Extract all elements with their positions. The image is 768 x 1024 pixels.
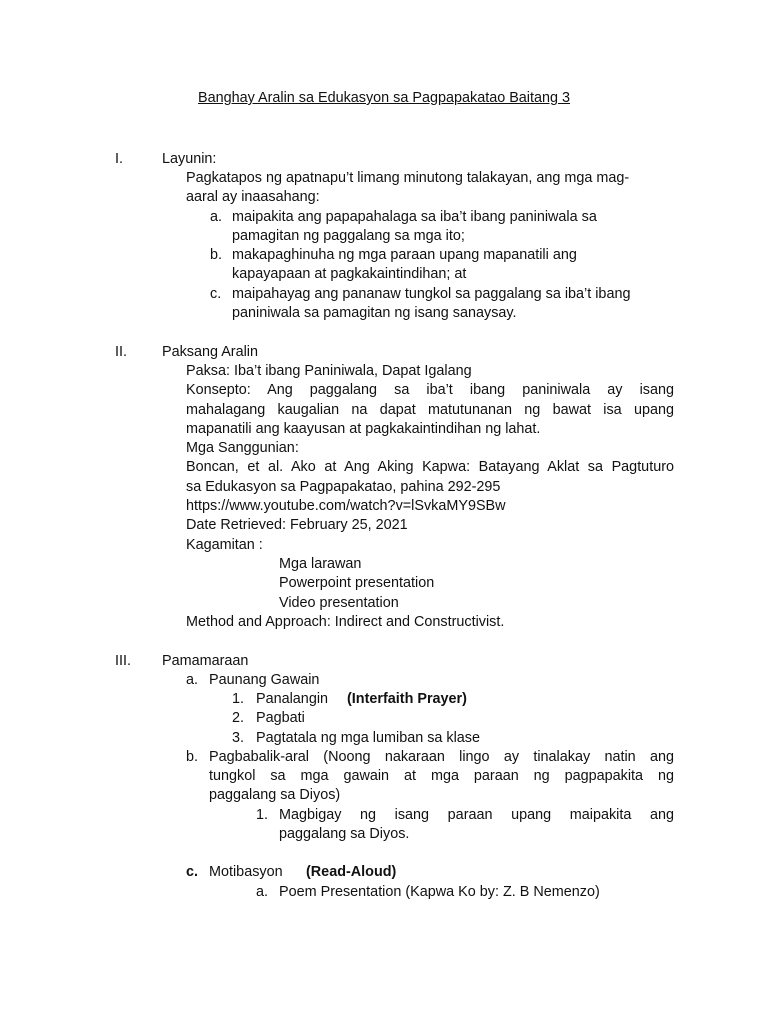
section-numeral: I.: [115, 151, 123, 167]
list-item: paniniwala sa pamagitan ng isang sanaysay.: [232, 305, 517, 321]
paksa-text: Paksa: Iba’t ibang Paniniwala, Dapat Igalang: [186, 363, 472, 379]
konsepto-text: mahalagang kaugalian na dapat matutunanan ng bawat isa upang: [186, 402, 674, 418]
reference-text: sa Edukasyon sa Pagpapakatao, pahina 292-295: [186, 479, 501, 495]
pagbabalik-aral-text: paggalang sa Diyos): [209, 787, 341, 803]
list-item: Poem Presentation (Kapwa Ko by: Z. B Nemenzo): [279, 884, 600, 900]
list-item: Pagbati: [256, 710, 305, 726]
list-marker: 2.: [232, 710, 245, 726]
section-heading: Pamamaraan: [162, 653, 249, 669]
reference-text: Boncan, et al. Ako at Ang Aking Kapwa: Batayang Aklat sa Pagtuturo: [186, 459, 674, 475]
intro-text: aaral ay inaasahang:: [186, 189, 320, 205]
subsection-label: Paunang Gawain: [209, 672, 320, 688]
list-marker: 1.: [256, 807, 269, 823]
reference-url[interactable]: https://www.youtube.com/watch?v=lSvkaMY9SBw: [186, 498, 506, 514]
sanggunian-label: Mga Sanggunian:: [186, 440, 299, 456]
list-item: paggalang sa Diyos.: [279, 826, 410, 842]
date-retrieved: Date Retrieved: February 25, 2021: [186, 517, 408, 533]
method-text: Method and Approach: Indirect and Constructivist.: [186, 614, 505, 630]
list-item: maipahayag ang pananaw tungkol sa paggalang sa iba’t ibang: [232, 286, 631, 302]
list-item: maipakita ang papapahalaga sa iba’t ibang paniniwala sa: [232, 209, 597, 225]
list-marker: 1.: [232, 691, 245, 707]
konsepto-text: mapanatili ang kaayusan at pagkakaintindihan ng lahat.: [186, 421, 541, 437]
list-marker: a.: [210, 209, 223, 225]
list-item: Magbigay ng isang paraan upang maipakita ang: [279, 807, 674, 823]
section-numeral: II.: [115, 344, 127, 360]
list-item: makapaghinuha ng mga paraan upang mapanatili ang: [232, 247, 577, 263]
section-heading: Layunin:: [162, 151, 217, 167]
kagamitan-item: Video presentation: [279, 595, 399, 611]
list-item: pamagitan ng paggalang sa mga ito;: [232, 228, 465, 244]
section-heading: Paksang Aralin: [162, 344, 258, 360]
list-item: Pagtatala ng mga lumiban sa klase: [256, 730, 480, 746]
list-marker: b.: [210, 247, 223, 263]
list-marker: c.: [186, 864, 199, 880]
list-item-bold: (Interfaith Prayer): [347, 691, 467, 707]
intro-text: Pagkatapos ng apatnapu’t limang minutong talakayan, ang mga mag-: [186, 170, 630, 186]
subsection-bold: (Read-Aloud): [306, 864, 397, 880]
list-marker: a.: [256, 884, 269, 900]
list-marker: c.: [210, 286, 222, 302]
list-item: Panalangin: [256, 691, 329, 707]
pagbabalik-aral-text: Pagbabalik-aral (Noong nakaraan lingo ay tinalakay natin ang: [209, 749, 674, 765]
subsection-label: Motibasyon: [209, 864, 283, 880]
konsepto-text: Konsepto: Ang paggalang sa iba’t ibang paniniwala ay isang: [186, 382, 674, 398]
document-title: Banghay Aralin sa Edukasyon sa Pagpapakatao Baitang 3: [197, 90, 571, 106]
section-numeral: III.: [115, 653, 131, 669]
list-marker: 3.: [232, 730, 245, 746]
list-item: kapayapaan at pagkakaintindihan; at: [232, 266, 467, 282]
kagamitan-item: Powerpoint presentation: [279, 575, 435, 591]
list-marker: a.: [186, 672, 199, 688]
kagamitan-label: Kagamitan :: [186, 537, 263, 553]
list-marker: b.: [186, 749, 199, 765]
pagbabalik-aral-text: tungkol sa mga gawain at mga paraan ng pagpapakita ng: [209, 768, 674, 784]
kagamitan-item: Mga larawan: [279, 556, 362, 572]
